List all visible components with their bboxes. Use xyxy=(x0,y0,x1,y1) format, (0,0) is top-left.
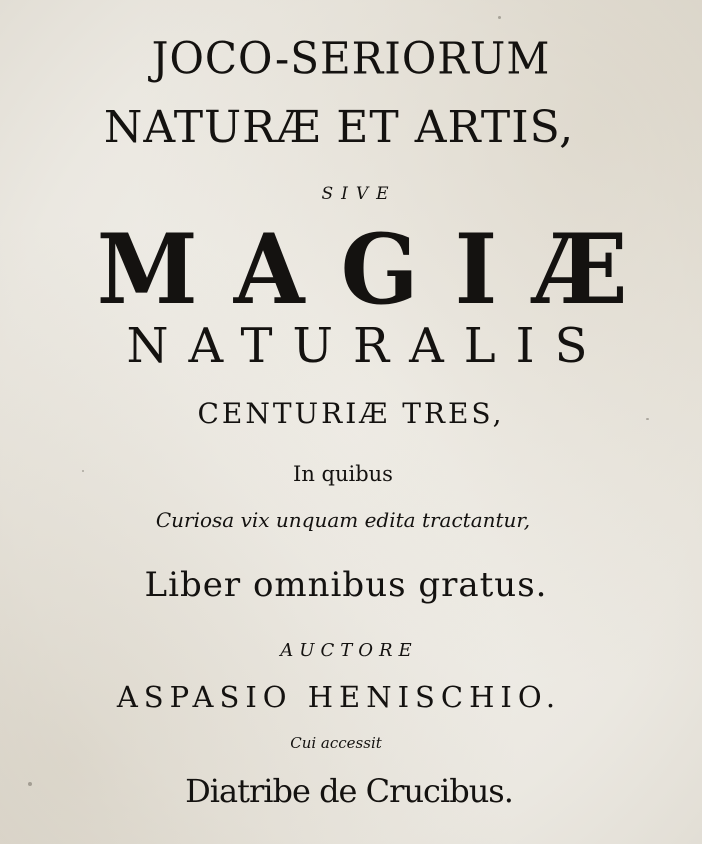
in-quibus-text: In quibus xyxy=(293,462,393,486)
cui-accessit-text: Cui accessit xyxy=(290,734,382,752)
paper-speck xyxy=(498,16,501,19)
main-title-naturalis: NATURALIS xyxy=(126,318,608,374)
paper-speck xyxy=(646,418,649,420)
author-name: ASPASIO HENISCHIO. xyxy=(116,680,562,714)
diatribe-de-crucibus: Diatribe de Crucibus. xyxy=(185,772,513,810)
main-title-magiae: MAGIÆ xyxy=(96,213,664,326)
curiosa-text: Curiosa vix unquam edita tractantur, xyxy=(155,508,531,532)
auctore-label: AUCTORE xyxy=(280,640,418,661)
liber-omnibus-gratus: Liber omnibus gratus. xyxy=(144,565,548,605)
title-line-naturae-et-artis: NATURÆ ET ARTIS, xyxy=(103,102,575,153)
title-line-joco-seriorum: JOCO-SERIORUM xyxy=(151,32,551,85)
subtitle-centuriae-tres: CENTURIÆ TRES, xyxy=(197,397,505,430)
sive-label: SIVE xyxy=(321,184,397,204)
paper-speck xyxy=(82,470,84,472)
paper-speck xyxy=(28,782,32,786)
